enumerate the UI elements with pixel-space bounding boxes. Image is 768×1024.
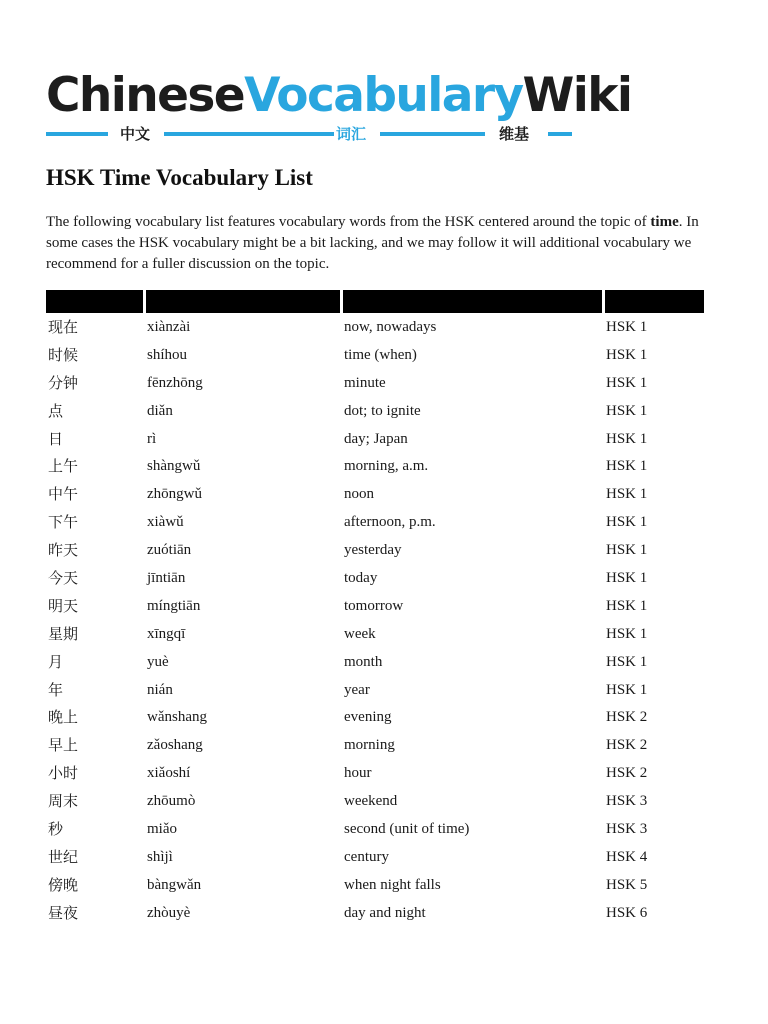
cell-hsk-level: HSK 1 [606,430,648,447]
intro-text-end: . In some cases the HSK vocabulary might be a bit lacking, and we may follow it will additional vocabulary we recommend for a fuller discussion on the topic. [46,214,699,272]
cell-english: time (when) [344,346,417,363]
cell-hsk-level: HSK 2 [606,709,648,726]
cell-hanzi: 日 [48,429,64,448]
cell-hanzi: 点 [48,401,64,420]
table-row [46,565,704,593]
cell-english: today [344,570,378,587]
cell-hanzi: 月 [48,652,64,671]
cell-pinyin: jīntiān [147,570,186,587]
intro-topic-bold: time [650,214,679,230]
cell-english: weekend [344,793,398,810]
cell-pinyin: zǎoshang [147,737,203,754]
cell-pinyin: shìjì [147,848,173,865]
table-header [46,290,704,313]
cell-english: now, nowadays [344,319,437,335]
table-row [46,816,704,844]
cell-hanzi: 现在 [48,318,79,336]
cell-hanzi: 晚上 [48,708,79,727]
cell-hsk-level: HSK 1 [606,570,648,587]
intro-text-start: The following vocabulary list features vocabulary words from the HSK centered around the topic of [46,214,651,230]
cell-hanzi: 昨天 [48,541,79,560]
cell-hsk-level: HSK 6 [606,904,648,921]
table-body [46,314,704,928]
table-row [46,426,704,454]
logo-underline-bar [46,124,572,144]
cell-english: when night falls [344,876,441,893]
logo-wordmark [46,68,632,124]
cell-pinyin: zhōngwǔ [147,486,202,503]
cell-hanzi: 分钟 [48,373,79,392]
table-row [46,342,704,370]
cell-pinyin: yuè [147,653,169,670]
cell-hsk-level: HSK 1 [606,542,648,559]
table-row [46,453,704,481]
table-row [46,621,704,649]
cell-pinyin: shàngwǔ [147,458,201,475]
cell-hsk-level: HSK 1 [606,653,648,670]
cell-english: dot; to ignite [344,402,421,419]
cell-pinyin: wǎnshang [147,709,207,726]
table-row [46,788,704,816]
cell-hanzi: 世纪 [48,847,79,866]
cell-pinyin: zhōumò [147,793,196,810]
cell-pinyin: zhòuyè [147,904,191,921]
intro-paragraph [46,212,706,275]
cell-hsk-level: HSK 1 [606,681,648,698]
page-title: HSK Time Vocabulary List [46,165,313,190]
cell-pinyin: rì [147,430,157,447]
cell-english: hour [344,765,372,782]
table-row [46,398,704,426]
cell-english: week [344,625,376,642]
cell-pinyin: zuótiān [147,542,192,559]
cell-pinyin: bàngwǎn [147,876,202,893]
cell-hanzi: 下午 [48,513,79,532]
header-cell-pinyin [146,290,340,313]
cell-english: century [344,848,389,865]
table-row [46,537,704,565]
cell-hsk-level: HSK 3 [606,821,648,838]
logo-bar-segment [548,132,572,136]
cell-hsk-level: HSK 1 [606,346,648,363]
logo-word-wiki: Wiki [522,68,632,123]
table-row [46,370,704,398]
header-cell-english [343,290,602,313]
table-row [46,760,704,788]
cell-english: month [344,653,383,670]
cell-english: day and night [344,904,426,921]
cell-english: tomorrow [344,597,404,614]
cell-pinyin: nián [147,681,173,698]
logo-zh-vocabulary: 词汇 [336,125,367,143]
cell-hanzi: 傍晚 [48,875,79,894]
table-row [46,900,704,928]
cell-hsk-level: HSK 1 [606,402,648,419]
cell-pinyin: shíhou [147,346,188,363]
cell-hanzi: 星期 [48,624,79,643]
table-row [46,844,704,872]
cell-hanzi: 明天 [48,596,79,615]
cell-english: morning, a.m. [344,458,429,475]
cell-english: afternoon, p.m. [344,514,436,531]
cell-hsk-level: HSK 1 [606,486,648,503]
cell-hsk-level: HSK 1 [606,514,648,531]
table-row [46,677,704,705]
header-cell-hanzi [46,290,143,313]
vocabulary-table [46,290,704,922]
cell-hsk-level: HSK 1 [606,458,648,475]
table-row [46,732,704,760]
cell-hanzi: 昼夜 [48,903,79,922]
cell-english: second (unit of time) [344,821,470,838]
cell-hanzi: 周末 [48,792,79,811]
cell-hsk-level: HSK 2 [606,737,648,754]
table-row [46,593,704,621]
cell-hanzi: 早上 [48,736,79,755]
cell-pinyin: míngtiān [147,597,201,614]
cell-hanzi: 秒 [48,820,64,839]
cell-hsk-level: HSK 4 [606,848,648,865]
cell-pinyin: miǎo [147,821,177,838]
cell-hsk-level: HSK 1 [606,374,648,391]
cell-hanzi: 小时 [48,764,79,783]
cell-pinyin: xiàwǔ [147,514,184,531]
cell-english: noon [344,486,374,503]
table-row [46,649,704,677]
cell-hanzi: 今天 [48,569,79,588]
cell-hanzi: 中午 [48,485,79,504]
cell-hsk-level: HSK 2 [606,765,648,782]
table-row [46,872,704,900]
logo-bar-segment [380,132,485,136]
cell-hsk-level: HSK 1 [606,319,648,335]
cell-english: day; Japan [344,430,408,447]
cell-pinyin: xīngqī [147,625,186,642]
site-logo[interactable] [46,68,632,144]
cell-pinyin: xiànzài [147,319,191,335]
cell-pinyin: diǎn [147,402,173,419]
header-cell-level [605,290,704,313]
table-row [46,509,704,537]
cell-hanzi: 上午 [48,457,79,476]
table-row [46,314,704,342]
cell-english: minute [344,374,386,391]
cell-pinyin: xiǎoshí [147,765,191,782]
logo-zh-wiki: 维基 [499,125,530,143]
cell-hsk-level: HSK 1 [606,597,648,614]
logo-word-chinese: Chinese [46,68,245,123]
cell-hsk-level: HSK 3 [606,793,648,810]
logo-zh-chinese: 中文 [120,125,151,143]
cell-hsk-level: HSK 5 [606,876,648,893]
cell-english: evening [344,709,392,726]
logo-bar-segment [164,132,334,136]
cell-english: year [344,681,370,698]
logo-bar-segment [46,132,108,136]
cell-hanzi: 时候 [48,345,79,364]
cell-english: morning [344,737,395,754]
table-row [46,481,704,509]
cell-pinyin: fēnzhōng [147,374,203,391]
cell-english: yesterday [344,542,402,559]
cell-hanzi: 年 [48,680,64,699]
cell-hsk-level: HSK 1 [606,625,648,642]
logo-word-vocabulary: Vocabulary [244,68,523,123]
table-row [46,704,704,732]
